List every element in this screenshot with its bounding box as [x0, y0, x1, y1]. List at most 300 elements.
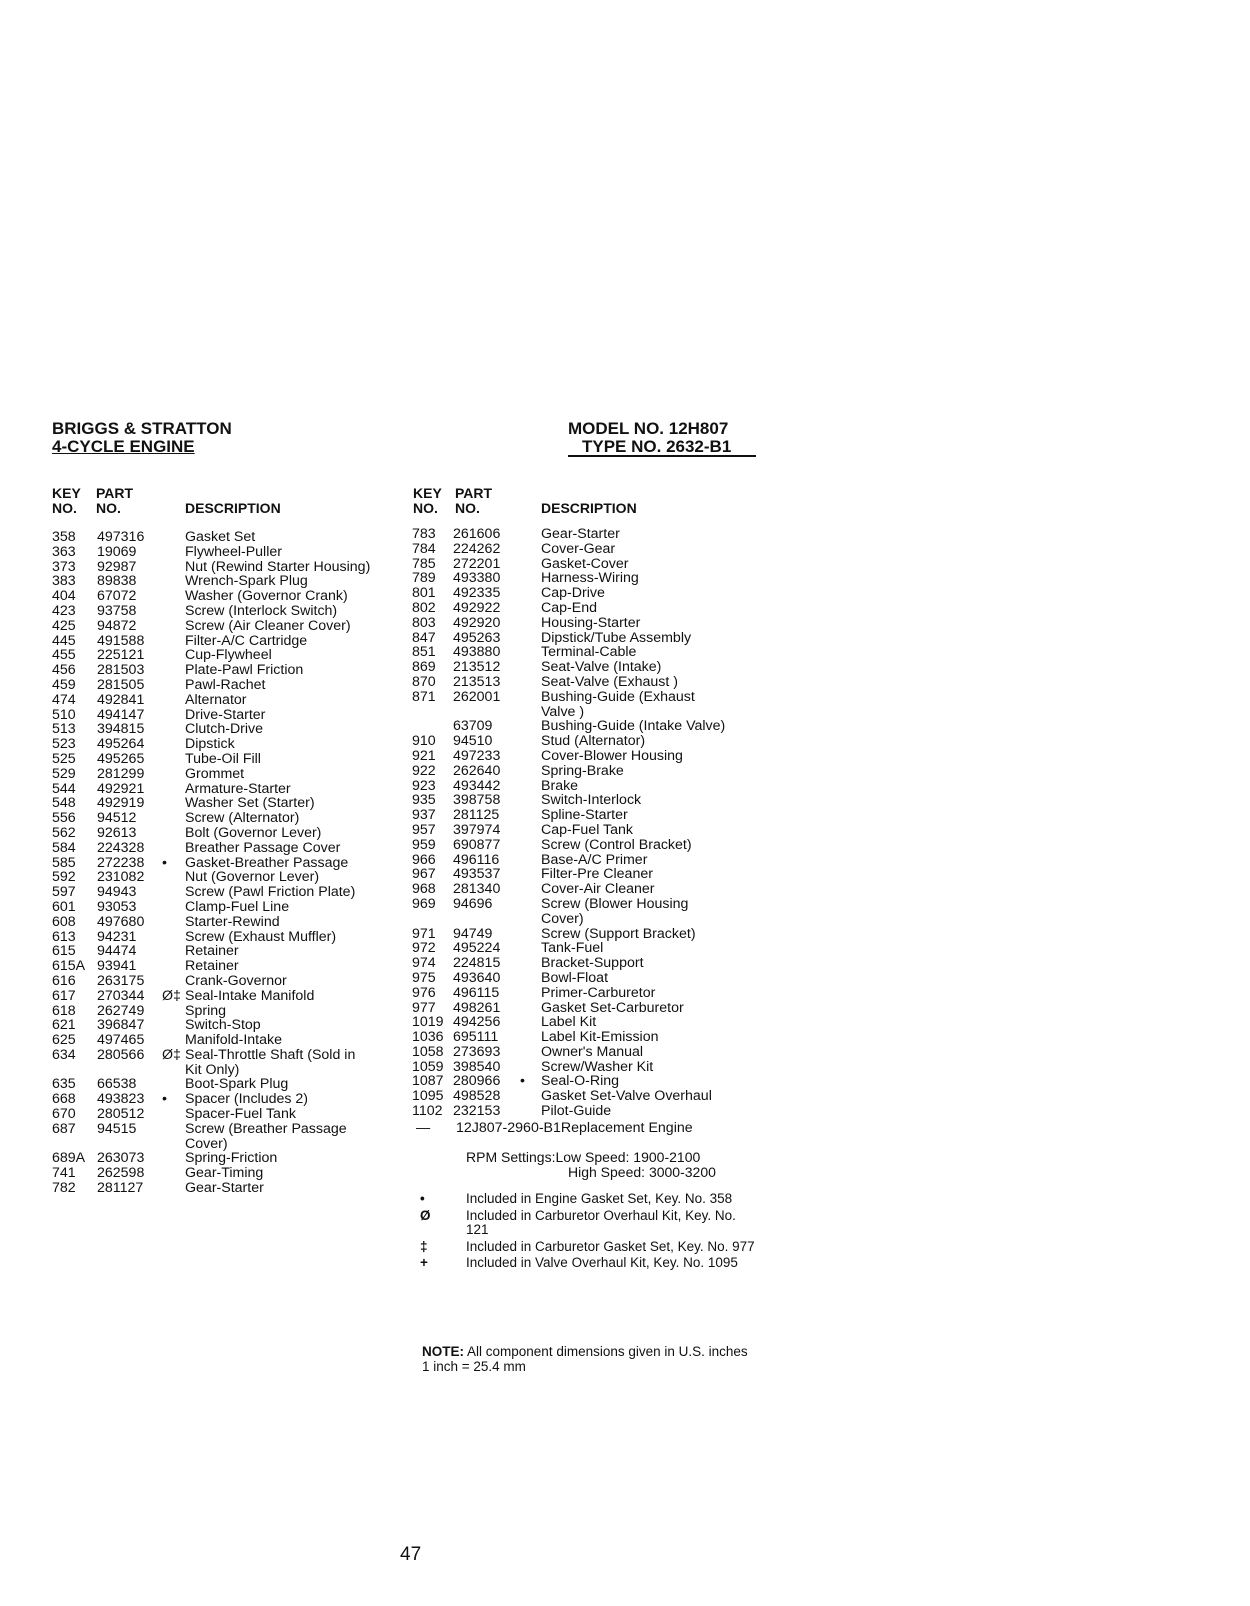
- description: Filter-A/C Cartridge: [185, 632, 308, 649]
- key-no: 969: [412, 895, 436, 912]
- key-no: 923: [412, 777, 436, 794]
- key-no: 689A: [52, 1150, 86, 1167]
- key-no: 585: [52, 854, 76, 871]
- part-no: 281299: [97, 765, 145, 782]
- description: Grommet: [185, 765, 245, 782]
- header-left: [52, 420, 232, 456]
- table-row: [52, 885, 392, 900]
- table-row: [412, 927, 757, 942]
- inclusion-mark: •: [520, 1073, 525, 1090]
- description: Kit Only): [185, 1061, 240, 1078]
- table-row: [52, 1107, 392, 1122]
- table-row: [412, 823, 757, 838]
- description: Switch-Interlock: [541, 792, 642, 809]
- key-no: 1087: [412, 1073, 444, 1090]
- key-no: 615: [52, 943, 76, 960]
- table-row: [412, 838, 757, 853]
- description: Seal-Throttle Shaft (Sold in: [185, 1046, 356, 1063]
- table-row: [52, 693, 392, 708]
- key-no: 423: [52, 602, 76, 619]
- part-no: 493537: [453, 866, 501, 883]
- key-no: 618: [52, 1002, 76, 1019]
- description: Seat-Valve (Exhaust ): [541, 673, 678, 690]
- table-row: [52, 1092, 392, 1107]
- part-no: 493380: [453, 570, 501, 587]
- key-no: 785: [412, 555, 436, 572]
- key-no: 616: [52, 972, 76, 989]
- part-no: 263073: [97, 1150, 145, 1167]
- table-row: [52, 1063, 392, 1078]
- description: Cap-Drive: [541, 585, 605, 602]
- table-row: [52, 1151, 392, 1166]
- part-no: 262001: [453, 688, 501, 705]
- table-row: [52, 826, 392, 841]
- part-no: 281505: [97, 676, 145, 693]
- legend-note: [420, 1238, 755, 1255]
- description: Primer-Carburetor: [541, 984, 656, 1001]
- description: Breather Passage Cover: [185, 839, 341, 856]
- key-no: 741: [52, 1165, 76, 1182]
- legend-symbol: •: [420, 1191, 425, 1206]
- key-no: 871: [412, 688, 436, 705]
- key-no: 935: [412, 792, 436, 809]
- table-row: [412, 527, 757, 542]
- table-row: [52, 811, 392, 826]
- key-no: 959: [412, 836, 436, 853]
- key-no: 957: [412, 821, 436, 838]
- key-no: 782: [52, 1180, 76, 1197]
- part-no: 398758: [453, 792, 501, 809]
- part-no: 94515: [97, 1120, 137, 1137]
- description: Screw/Washer Kit: [541, 1058, 654, 1075]
- description: Cap-End: [541, 599, 597, 616]
- table-row: [52, 767, 392, 782]
- key-no: 358: [52, 529, 76, 545]
- description: Spring-Brake: [541, 762, 624, 779]
- part-no: 94231: [97, 928, 137, 945]
- table-row: [412, 779, 757, 794]
- description: Gasket Set-Carburetor: [541, 999, 684, 1016]
- legend-note: [420, 1255, 738, 1271]
- description: Owner's Manual: [541, 1043, 644, 1060]
- header-right: [568, 420, 731, 456]
- part-no: 224328: [97, 839, 145, 856]
- table-row: [412, 956, 757, 971]
- part-no: 493823: [97, 1091, 145, 1108]
- rpm-low: RPM Settings:Low Speed: 1900-2100: [466, 1149, 701, 1165]
- part-no: 280966: [453, 1073, 501, 1090]
- description: Tank-Fuel: [541, 940, 604, 957]
- key-no: 617: [52, 987, 76, 1004]
- legend-text: Included in Engine Gasket Set, Key. No. 358: [466, 1191, 733, 1206]
- table-row: [412, 853, 757, 868]
- key-no: 474: [52, 691, 76, 708]
- key-no: 548: [52, 795, 76, 812]
- table-row: [52, 959, 392, 974]
- key-no: 625: [52, 1032, 76, 1049]
- table-row: [412, 675, 757, 690]
- key-no: 1102: [412, 1103, 443, 1120]
- part-no: 231082: [97, 869, 145, 886]
- table-row: [52, 796, 392, 811]
- table-row: [412, 734, 757, 749]
- inclusion-mark: •: [162, 854, 167, 871]
- description: Valve ): [541, 703, 585, 720]
- part-no: 495265: [97, 750, 145, 767]
- table-row: [52, 841, 392, 856]
- table-row: [52, 737, 392, 752]
- table-row: [52, 944, 392, 959]
- key-no: 977: [412, 999, 436, 1016]
- description: Crank-Governor: [185, 972, 287, 989]
- key-no: 1095: [412, 1088, 444, 1105]
- part-no: 497465: [97, 1032, 145, 1049]
- table-row: [52, 1077, 392, 1092]
- table-row: [52, 1137, 392, 1152]
- table-row: [412, 867, 757, 882]
- col-desc-left: DESCRIPTION: [185, 500, 281, 516]
- table-row: [52, 1122, 392, 1137]
- table-row: [412, 542, 757, 557]
- table-row: [52, 870, 392, 885]
- part-no: 272201: [453, 555, 501, 572]
- key-no: 383: [52, 573, 76, 590]
- description: Cover-Blower Housing: [541, 747, 683, 764]
- description: Filter-Pre Cleaner: [541, 866, 653, 883]
- legend-text: Included in Carburetor Overhaul Kit, Key. No. 121: [466, 1207, 736, 1238]
- key-no: 851: [412, 644, 436, 661]
- table-row: [412, 557, 757, 572]
- description: Bolt (Governor Lever): [185, 824, 322, 841]
- table-row: [412, 586, 757, 601]
- part-no: 263175: [97, 972, 145, 989]
- table-row: [52, 900, 392, 915]
- description: Retainer: [185, 958, 239, 975]
- description: Screw (Breather Passage: [185, 1120, 347, 1137]
- legend-symbol: +: [420, 1255, 428, 1271]
- table-row: [412, 1089, 757, 1104]
- table-row: [52, 1033, 392, 1048]
- description: Retainer: [185, 943, 239, 960]
- part-no: 491588: [97, 632, 145, 649]
- key-no: 937: [412, 807, 436, 824]
- key-no: 910: [412, 733, 436, 750]
- key-no: 613: [52, 928, 76, 945]
- key-no: 687: [52, 1120, 76, 1137]
- part-no: 93941: [97, 958, 137, 975]
- part-no: 94474: [97, 943, 137, 960]
- table-row: [52, 930, 392, 945]
- table-row: [52, 678, 392, 693]
- part-no: 19069: [97, 543, 137, 560]
- part-no: 281503: [97, 662, 145, 679]
- legend-note: [420, 1191, 733, 1207]
- description: Gear-Starter: [541, 526, 620, 542]
- description: Clutch-Drive: [185, 721, 264, 738]
- part-no: 94872: [97, 617, 137, 634]
- description: Dipstick/Tube Assembly: [541, 629, 692, 646]
- part-no: 225121: [97, 647, 145, 664]
- table-row: [412, 749, 757, 764]
- page-number: 47: [400, 1544, 422, 1565]
- description: Spring-Friction: [185, 1150, 278, 1167]
- description: Bushing-Guide (Exhaust: [541, 688, 695, 705]
- part-no: 63709: [453, 718, 493, 735]
- description: Spacer (Includes 2): [185, 1091, 309, 1108]
- table-row: [52, 530, 392, 545]
- table-row: [52, 915, 392, 930]
- part-no: 280512: [97, 1106, 145, 1123]
- key-no: 544: [52, 780, 76, 797]
- part-no: 498261: [453, 999, 501, 1016]
- key-no: 597: [52, 884, 76, 901]
- description: Screw (Blower Housing: [541, 895, 689, 912]
- parts-list-right: [412, 527, 757, 1119]
- part-no: 281125: [453, 807, 500, 824]
- col-key-left: KEY NO.: [52, 485, 81, 516]
- table-row: [52, 856, 392, 871]
- table-row: [52, 574, 392, 589]
- description: Brake: [541, 777, 579, 794]
- key-no: 634: [52, 1046, 76, 1063]
- key-no: 668: [52, 1091, 76, 1108]
- key-no: 373: [52, 558, 76, 575]
- part-no: 492335: [453, 585, 501, 602]
- part-no: 492920: [453, 614, 501, 631]
- description: Clamp-Fuel Line: [185, 898, 290, 915]
- description: Switch-Stop: [185, 1017, 261, 1034]
- table-row: [412, 1045, 757, 1060]
- brand-title: BRIGGS & STRATTON: [52, 419, 232, 438]
- engine-type: 4-CYCLE ENGINE: [52, 437, 195, 456]
- part-no: 396847: [97, 1017, 145, 1034]
- part-no: 224815: [453, 955, 501, 972]
- description: Seal-Intake Manifold: [185, 987, 315, 1004]
- table-row: [412, 719, 757, 734]
- key-no: 1036: [412, 1029, 444, 1046]
- legend-note: [420, 1207, 736, 1238]
- table-row: [52, 1166, 392, 1181]
- table-row: [412, 986, 757, 1001]
- key-no: 789: [412, 570, 436, 587]
- col-part-left: PART NO.: [96, 485, 134, 516]
- table-row: [52, 974, 392, 989]
- part-no: 495263: [453, 629, 501, 646]
- part-no: 94512: [97, 810, 137, 827]
- legend-text: Included in Valve Overhaul Kit, Key. No. 1095: [466, 1255, 738, 1271]
- table-row: [52, 1004, 392, 1019]
- table-row: [412, 1030, 757, 1045]
- key-no: 971: [412, 925, 436, 942]
- part-no: 492919: [97, 795, 145, 812]
- description: Cap-Fuel Tank: [541, 821, 634, 838]
- table-row: [412, 705, 757, 720]
- key-no: 967: [412, 866, 436, 883]
- key-no: 1058: [412, 1043, 444, 1060]
- description: Stud (Alternator): [541, 733, 646, 750]
- part-no: 262640: [453, 762, 501, 779]
- description: Bracket-Support: [541, 955, 644, 972]
- part-no: 494147: [97, 706, 145, 723]
- part-no: 272238: [97, 854, 145, 871]
- table-row: [412, 690, 757, 705]
- description: Gasket-Breather Passage: [185, 854, 349, 871]
- key-no: 784: [412, 540, 436, 557]
- key-no: 529: [52, 765, 76, 782]
- part-no: 92987: [97, 558, 137, 575]
- description: Screw (Support Bracket): [541, 925, 696, 942]
- part-no: 89838: [97, 573, 137, 590]
- legend-notes: [420, 1191, 755, 1273]
- table-row: [52, 604, 392, 619]
- inclusion-mark: Ø‡: [162, 987, 181, 1004]
- key-no: 922: [412, 762, 436, 779]
- description: Cover-Air Cleaner: [541, 881, 655, 898]
- part-no: 94510: [453, 733, 493, 750]
- key-no: 803: [412, 614, 436, 631]
- description: Washer (Governor Crank): [185, 588, 348, 605]
- description: Nut (Governor Lever): [185, 869, 320, 886]
- table-row: [52, 663, 392, 678]
- table-row: [52, 1181, 392, 1196]
- part-no: 281127: [97, 1180, 144, 1197]
- key-no: 592: [52, 869, 76, 886]
- part-no: 281340: [453, 881, 501, 898]
- replacement-text: 12J807-2960-B1Replacement Engine: [456, 1120, 693, 1136]
- part-no: 67072: [97, 588, 137, 605]
- table-row: [52, 722, 392, 737]
- part-no: 496115: [453, 984, 500, 1001]
- part-no: 270344: [97, 987, 145, 1004]
- table-row: [412, 1015, 757, 1030]
- description: Cup-Flywheel: [185, 647, 272, 664]
- key-no: 601: [52, 898, 76, 915]
- table-row: [412, 616, 757, 631]
- key-no: 513: [52, 721, 76, 738]
- description: Cover-Gear: [541, 540, 616, 557]
- description: Armature-Starter: [185, 780, 291, 797]
- description: Harness-Wiring: [541, 570, 639, 587]
- description: Spacer-Fuel Tank: [185, 1106, 296, 1123]
- col-key-right: KEY NO.: [413, 485, 442, 516]
- table-row: [52, 1018, 392, 1033]
- part-no: 93053: [97, 898, 137, 915]
- description: Tube-Oil Fill: [185, 750, 261, 767]
- part-no: 492841: [97, 691, 145, 708]
- replacement-engine-row: [412, 1121, 757, 1136]
- table-row: [412, 1104, 757, 1119]
- part-no: 498528: [453, 1088, 501, 1105]
- description: Label Kit: [541, 1014, 597, 1031]
- description: Screw (Air Cleaner Cover): [185, 617, 351, 634]
- description: Pawl-Rachet: [185, 676, 266, 693]
- table-row: [412, 1001, 757, 1016]
- description: Seat-Valve (Intake): [541, 659, 662, 676]
- table-row: [52, 708, 392, 723]
- description: Bushing-Guide (Intake Valve): [541, 718, 726, 735]
- inclusion-mark: Ø‡: [162, 1046, 181, 1063]
- part-no: 261606: [453, 526, 501, 542]
- description: Pilot-Guide: [541, 1103, 612, 1120]
- table-row: [412, 941, 757, 956]
- description: Screw (Interlock Switch): [185, 602, 338, 619]
- key-no: 608: [52, 913, 76, 930]
- part-no: 495224: [453, 940, 501, 957]
- description: Plate-Pawl Friction: [185, 662, 304, 679]
- key-no: 972: [412, 940, 436, 957]
- key-no: 802: [412, 599, 436, 616]
- key-no: 975: [412, 969, 436, 986]
- table-row: [412, 897, 757, 912]
- key-no: 404: [52, 588, 76, 605]
- key-no: 974: [412, 955, 436, 972]
- part-no: 695111: [453, 1029, 499, 1046]
- table-row: [412, 601, 757, 616]
- description: Drive-Starter: [185, 706, 266, 723]
- part-no: 273693: [453, 1043, 501, 1060]
- description: Gasket-Cover: [541, 555, 629, 572]
- description: Screw (Exhaust Muffler): [185, 928, 337, 945]
- table-row: [412, 793, 757, 808]
- part-no: 497233: [453, 747, 501, 764]
- legend-text: Included in Carburetor Gasket Set, Key. No. 977: [466, 1238, 755, 1254]
- legend-symbol: ‡: [420, 1238, 428, 1254]
- table-row: [412, 882, 757, 897]
- key-no: 635: [52, 1076, 76, 1093]
- part-no: 232153: [453, 1103, 501, 1120]
- key-no: 523: [52, 736, 76, 753]
- type-number: TYPE NO. 2632-B1: [582, 437, 732, 456]
- part-no: 495264: [97, 736, 145, 753]
- inclusion-mark: •: [162, 1091, 167, 1108]
- col-desc-right: DESCRIPTION: [541, 500, 637, 516]
- table-row: [412, 660, 757, 675]
- description: Washer Set (Starter): [185, 795, 315, 812]
- table-row: [412, 1060, 757, 1075]
- part-no: 496116: [453, 851, 500, 868]
- key-no: 847: [412, 629, 436, 646]
- key-no: 445: [52, 632, 76, 649]
- part-no: 94696: [453, 895, 493, 912]
- description: Screw (Pawl Friction Plate): [185, 884, 356, 901]
- description: Label Kit-Emission: [541, 1029, 659, 1046]
- table-row: [52, 752, 392, 767]
- description: Cover): [185, 1135, 228, 1152]
- table-row: [412, 808, 757, 823]
- key-no: 363: [52, 543, 76, 560]
- description: Alternator: [185, 691, 247, 708]
- description: Spring: [185, 1002, 227, 1019]
- part-no: 94749: [453, 925, 493, 942]
- part-no: 213513: [453, 673, 501, 690]
- key-no: 976: [412, 984, 436, 1001]
- legend-symbol: Ø: [420, 1207, 431, 1223]
- table-row: [412, 631, 757, 646]
- key-no: 562: [52, 824, 76, 841]
- description: Gear-Starter: [185, 1180, 264, 1197]
- key-no: 525: [52, 750, 76, 767]
- part-no: 493640: [453, 969, 501, 986]
- model-number: MODEL NO. 12H807: [568, 419, 729, 438]
- part-no: 492922: [453, 599, 501, 616]
- key-no: 869: [412, 659, 436, 676]
- key-no: 621: [52, 1017, 76, 1034]
- part-no: 280566: [97, 1046, 145, 1063]
- table-row: [412, 571, 757, 586]
- part-no: 224262: [453, 540, 501, 557]
- key-no: 459: [52, 676, 76, 693]
- part-no: 493880: [453, 644, 501, 661]
